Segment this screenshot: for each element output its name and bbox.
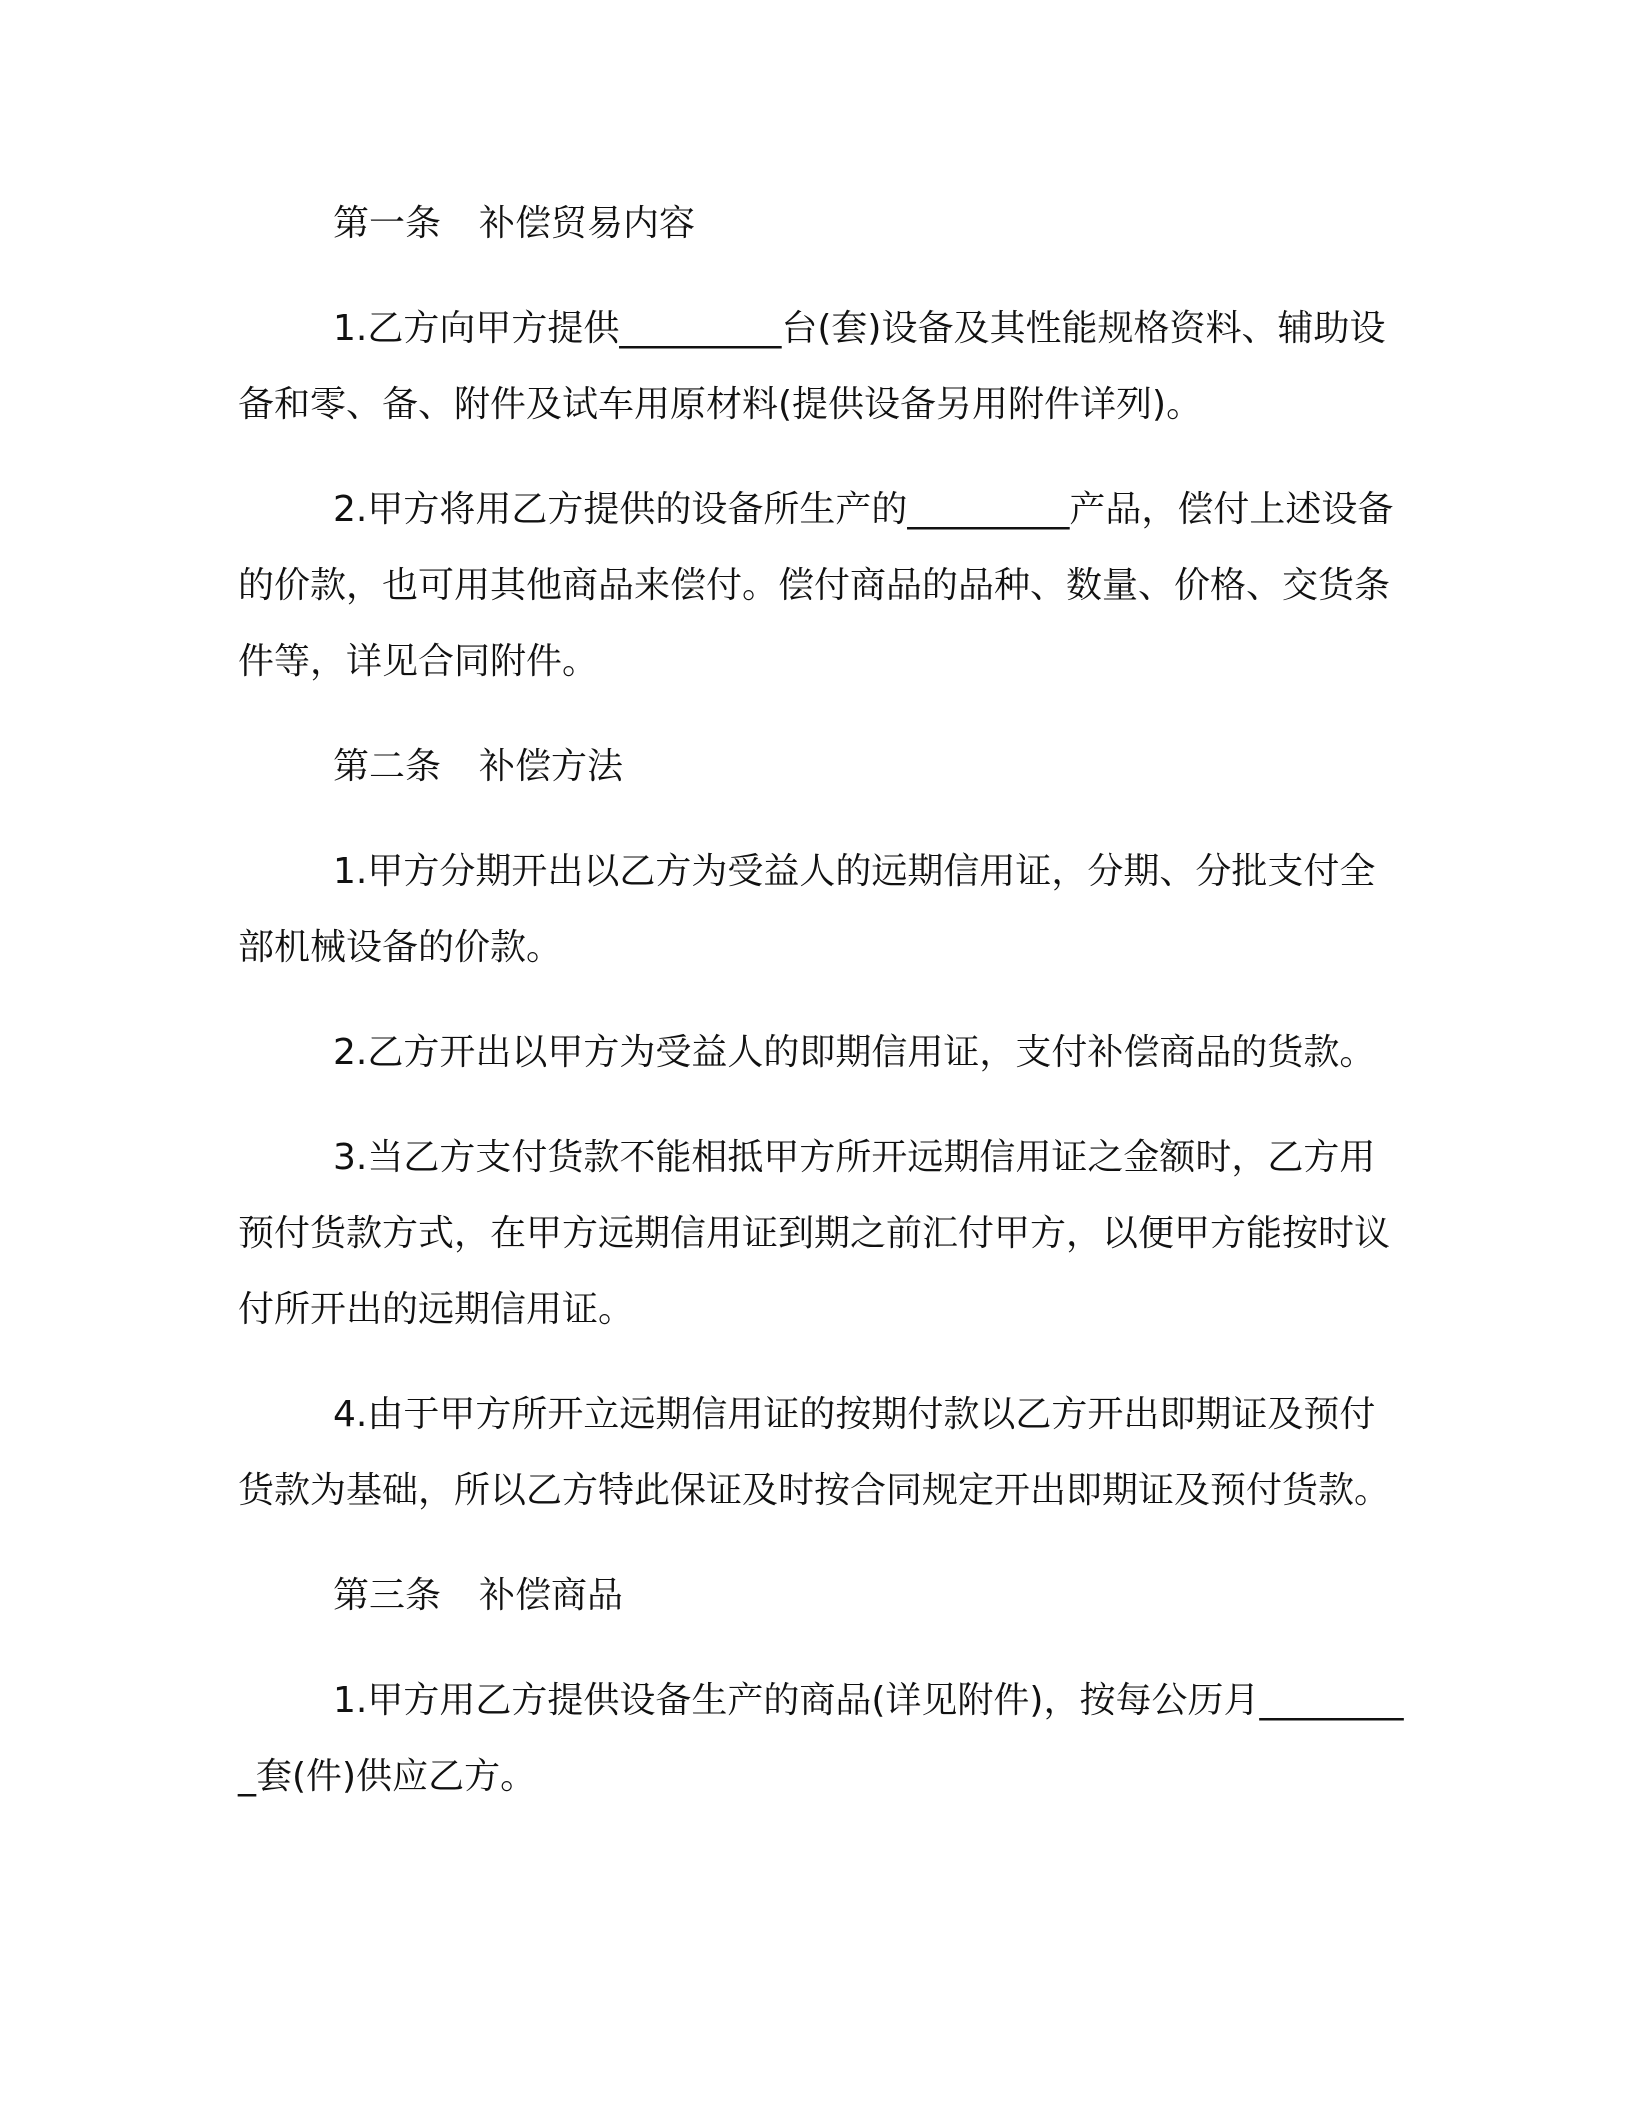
article-3-title: 补偿商品 (479, 1575, 624, 1616)
article-2-paragraph-1: 1.甲方分期开出以乙方为受益人的远期信用证，分期、分批支付全部机械设备的价款。 (238, 851, 1376, 968)
article-1-paragraph-2: 2.甲方将用乙方提供的设备所生产的_________产品，偿付上述设备的价款，也可用其他商品来偿付。偿付商品的品种、数量、价格、交货条件等，详见合同附件。 (238, 489, 1394, 682)
article-1-heading (238, 186, 1408, 262)
article-2-paragraph-2: 2.乙方开出以甲方为受益人的即期信用证，支付补偿商品的货款。 (333, 1032, 1376, 1073)
document-body (238, 186, 1408, 1844)
article-3-number: 第三条 (333, 1575, 442, 1616)
article-3-paragraph-1: 1.甲方用乙方提供设备生产的商品(详见附件)，按每公历月_________套(件)供应乙方。 (238, 1680, 1404, 1797)
article-1-paragraph-1: 1.乙方向甲方提供_________台(套)设备及其性能规格资料、辅助设备和零、备、附件及试车用原材料(提供设备另用附件详列)。 (238, 308, 1386, 425)
article-1-title: 补偿贸易内容 (479, 203, 696, 244)
article-3-heading (238, 1558, 1408, 1634)
article-1-number: 第一条 (333, 203, 442, 244)
article-2-heading (238, 729, 1408, 805)
article-2-number: 第二条 (333, 746, 442, 787)
article-2-paragraph-4: 4.由于甲方所开立远期信用证的按期付款以乙方开出即期证及预付货款为基础，所以乙方特此保证及时按合同规定开出即期证及预付货款。 (238, 1394, 1391, 1511)
article-2-title: 补偿方法 (479, 746, 624, 787)
article-2-paragraph-3: 3.当乙方支付货款不能相抵甲方所开远期信用证之金额时，乙方用预付货款方式，在甲方远期信用证到期之前汇付甲方，以便甲方能按时议付所开出的远期信用证。 (238, 1137, 1391, 1330)
